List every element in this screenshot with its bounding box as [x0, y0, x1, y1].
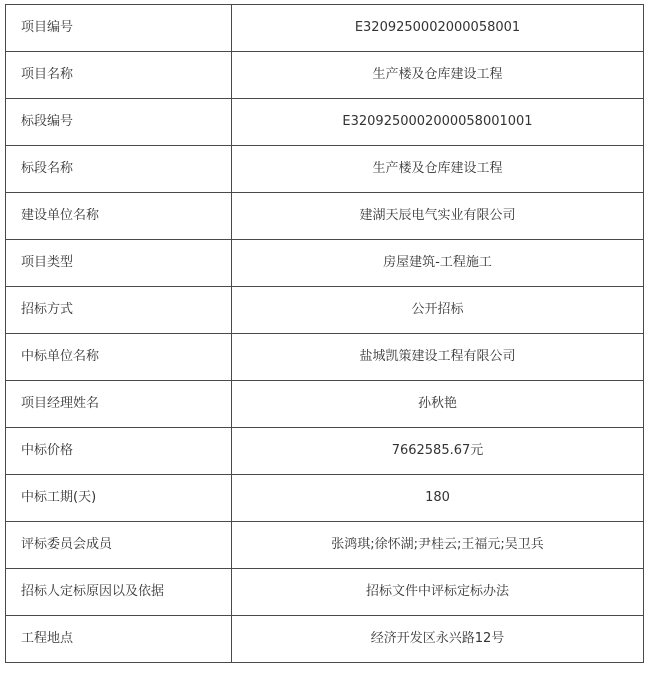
row-value: 孙秋艳	[232, 381, 644, 428]
row-value: 经济开发区永兴路12号	[232, 616, 644, 663]
row-label: 招标人定标原因以及依据	[6, 569, 232, 616]
row-label: 中标工期(天)	[6, 475, 232, 522]
table-row	[6, 52, 644, 99]
row-label: 项目经理姓名	[6, 381, 232, 428]
row-label: 标段编号	[6, 99, 232, 146]
table-row	[6, 522, 644, 569]
row-label: 标段名称	[6, 146, 232, 193]
row-value: E3209250002000058001	[232, 5, 644, 52]
bid-result-table	[5, 4, 644, 663]
row-label: 建设单位名称	[6, 193, 232, 240]
row-value: E3209250002000058001001	[232, 99, 644, 146]
row-label: 中标价格	[6, 428, 232, 475]
table-row	[6, 287, 644, 334]
table-row	[6, 428, 644, 475]
table-row	[6, 240, 644, 287]
row-value: 公开招标	[232, 287, 644, 334]
table-row	[6, 616, 644, 663]
row-label: 项目名称	[6, 52, 232, 99]
table-row	[6, 381, 644, 428]
table-row	[6, 99, 644, 146]
row-label: 评标委员会成员	[6, 522, 232, 569]
row-value: 房屋建筑-工程施工	[232, 240, 644, 287]
row-value: 建湖天辰电气实业有限公司	[232, 193, 644, 240]
table-row	[6, 475, 644, 522]
row-value: 张鸿琪;徐怀湖;尹桂云;王福元;吴卫兵	[232, 522, 644, 569]
row-value: 7662585.67元	[232, 428, 644, 475]
table-row	[6, 5, 644, 52]
row-value: 生产楼及仓库建设工程	[232, 146, 644, 193]
table-row	[6, 146, 644, 193]
row-value: 180	[232, 475, 644, 522]
row-label: 项目编号	[6, 5, 232, 52]
row-label: 招标方式	[6, 287, 232, 334]
row-label: 项目类型	[6, 240, 232, 287]
table-row	[6, 569, 644, 616]
table-row	[6, 334, 644, 381]
row-value: 生产楼及仓库建设工程	[232, 52, 644, 99]
row-label: 中标单位名称	[6, 334, 232, 381]
table-row	[6, 193, 644, 240]
row-value: 招标文件中评标定标办法	[232, 569, 644, 616]
row-value: 盐城凯策建设工程有限公司	[232, 334, 644, 381]
row-label: 工程地点	[6, 616, 232, 663]
